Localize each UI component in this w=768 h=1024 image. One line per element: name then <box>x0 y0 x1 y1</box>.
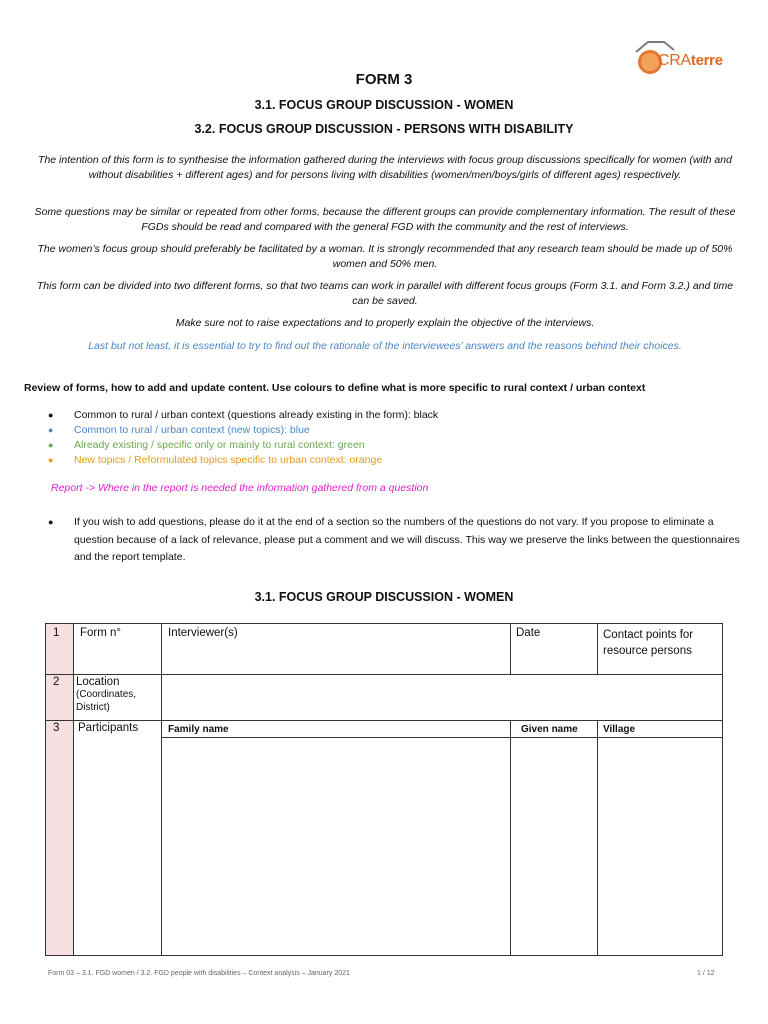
logo-text-suffix: terre <box>690 52 723 69</box>
date-label: Date <box>516 627 541 639</box>
intro-paragraph-6: Last but not least, it is essential to try to find out the rationale of the interviewees’ answers and the reasons behind their choices. <box>88 340 682 352</box>
legend-item-orange: ● New topics / Reformulated topics specific to urban context: orange <box>48 453 748 468</box>
report-note: Report -> Where in the report is needed the information gathered from a question <box>51 482 429 494</box>
village-header: Village <box>603 724 636 735</box>
logo-text <box>658 52 723 70</box>
info-table <box>45 623 723 956</box>
row-2-number: 2 <box>53 676 60 688</box>
form-title: FORM 3 <box>355 71 413 88</box>
row-3-number: 3 <box>53 722 60 734</box>
subtitle-disability: 3.2. FOCUS GROUP DISCUSSION - PERSONS WITH DISABILITY <box>194 122 574 136</box>
review-title: Review of forms, how to add and update content. Use colours to define what is more specific to rural context / urban context <box>24 382 646 394</box>
intro-paragraph-2: Some questions may be similar or repeated from other forms, because the different groups can provide complementary information. The result of these FGDs should be read and compared with the general FGD with the community and the rest of interviews. <box>34 206 736 233</box>
location-hint: (Coordinates, District) <box>76 689 137 713</box>
intro-paragraph-4: This form can be divided into two different forms, so that two teams can work in parallel with different focus groups (Form 3.1. and Form 3.2.) and time can be saved. <box>36 280 734 307</box>
legend-item-blue: ● Common to rural / urban context (new topics): blue <box>48 423 748 438</box>
location-label: Location <box>76 676 120 688</box>
contact-points-label: Contact points for resource persons <box>603 629 694 657</box>
form-number-label: Form n° <box>80 627 122 639</box>
legend-item-black: ● Common to rural / urban context (questions already existing in the form): black <box>48 408 748 423</box>
intro-paragraph-3: The women’s focus group should preferably be facilitated by a woman. It is strongly recommended that any research team should be made up of 50% women and 50% men. <box>37 243 733 270</box>
legend-item-green: ● Already existing / specific only or mainly to rural context: green <box>48 438 748 453</box>
page-number: 1 / 12 <box>697 970 715 977</box>
bullet-icon: ● <box>48 517 54 527</box>
footer-text: Form 03 – 3.1. FGD women / 3.2. FGD people with disabilities – Context analysis – January 2021 <box>48 970 350 977</box>
color-legend <box>48 408 748 468</box>
subtitle-women: 3.1. FOCUS GROUP DISCUSSION - WOMEN <box>254 98 514 112</box>
intro-paragraph-1: The intention of this form is to synthesise the information gathered during the interviews with focus group discussions specifically for women (with and without disabilities + different ages) and for persons living with disabilities (women/men/boys/girls of different ages) respectively. <box>38 154 732 181</box>
row-1-number: 1 <box>53 627 60 639</box>
interviewer-label: Interviewer(s) <box>168 627 238 639</box>
given-name-header: Given name <box>521 724 578 735</box>
instructions-note <box>48 514 748 567</box>
family-name-header: Family name <box>168 724 229 735</box>
logo-text-prefix: CRA <box>658 52 691 69</box>
section-title: 3.1. FOCUS GROUP DISCUSSION - WOMEN <box>254 590 514 604</box>
participants-label: Participants <box>78 722 139 734</box>
intro-paragraph-5: Make sure not to raise expectations and to properly explain the objective of the interviews. <box>175 317 595 329</box>
location-cell <box>76 676 158 714</box>
instructions-text: If you wish to add questions, please do it at the end of a section so the numbers of the questions do not vary. If you propose to eliminate a question because of a lack of relevance, please put a comment and we will discuss. This way we preserve the links between the questionnaires and the report template. <box>74 516 740 563</box>
